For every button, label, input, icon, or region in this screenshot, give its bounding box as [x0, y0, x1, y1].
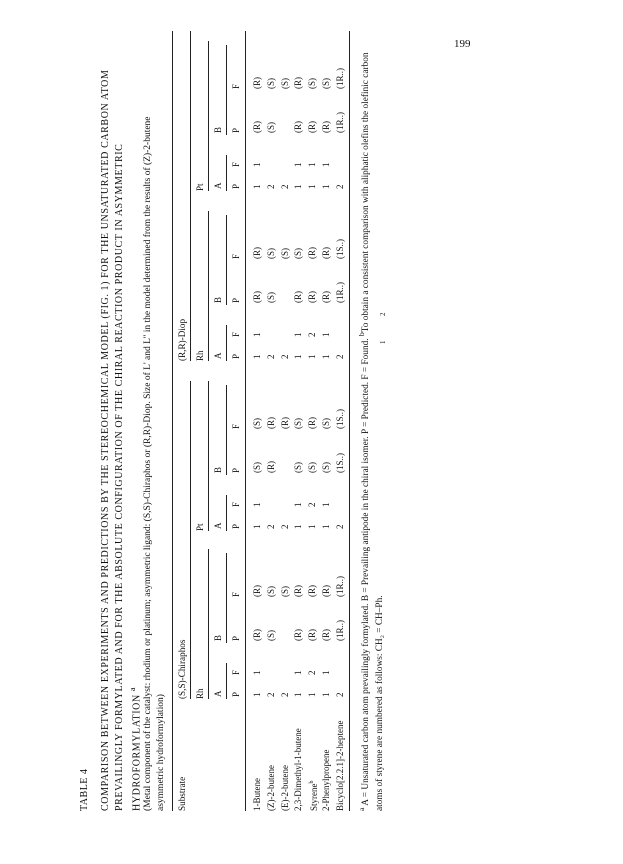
table-cell: (R) — [252, 121, 262, 133]
column-a-header: A — [213, 522, 223, 529]
table-cell: (S) — [293, 248, 304, 259]
table-cell: 2 — [265, 692, 276, 697]
footnote-a-text: A = Unsaturated carbon atom prevailingly formylated. B = Prevailing antipode in the chiral isomer. P = Predicted. F = Found. — [361, 338, 372, 806]
found-header: F — [231, 669, 241, 675]
table-label: TABLE 4 — [79, 768, 90, 811]
table-cell: 2 — [334, 692, 345, 697]
page-number: 199 — [454, 38, 471, 50]
table-cell: (R) — [307, 417, 318, 429]
found-header: F — [231, 253, 241, 259]
table-cell: 2 — [265, 184, 276, 189]
substrate-label: (Z)-2-butene — [265, 765, 276, 811]
table-cell: (S) — [279, 78, 290, 89]
predicted-header: P — [231, 353, 241, 359]
table-cell: 2 — [265, 354, 276, 359]
rotated-table-page — [75, 31, 545, 811]
table-cell: 1 — [307, 692, 318, 697]
table-cell: (R) — [321, 247, 331, 259]
table-cell: (1S..) — [334, 453, 345, 473]
table-cell: 1 — [252, 354, 262, 359]
diop-rule — [190, 31, 191, 361]
a-rule — [226, 155, 227, 191]
found-header: F — [231, 161, 241, 167]
table-cell: (S) — [307, 78, 318, 89]
table-cell: 1 — [252, 184, 262, 189]
table-cell: 1 — [293, 162, 304, 167]
header-bottom-rule — [245, 31, 246, 811]
table-cell: 1 — [252, 502, 262, 507]
chiraphos-rule — [190, 381, 191, 699]
table-cell: 2 — [279, 184, 290, 189]
table-cell: (1R..) — [334, 282, 345, 303]
table-cell: 1 — [252, 162, 262, 167]
table-cell: 1 — [293, 670, 304, 675]
column-b-header: B — [213, 126, 223, 133]
table-cell: (S) — [321, 462, 331, 473]
table-cell: (R) — [307, 247, 318, 259]
column-b-header: B — [213, 634, 223, 641]
table-cell: 1 — [307, 524, 318, 529]
footnote-b-mark: b — [357, 332, 366, 337]
predicted-header: P — [231, 523, 241, 529]
table-cell: 1 — [293, 692, 304, 697]
table-cell: (R) — [307, 291, 318, 303]
table-cell: (S) — [279, 586, 290, 597]
table-cell: (S) — [265, 122, 276, 133]
table-cell: (S) — [321, 78, 331, 89]
table-cell: (R) — [307, 585, 318, 597]
table-cell: (R) — [321, 121, 331, 133]
table-cell: (R) — [321, 629, 331, 641]
found-header: F — [231, 591, 241, 597]
predicted-header: P — [231, 691, 241, 697]
substrate-label: 2-Phenylpropene — [321, 749, 331, 811]
b-rule — [226, 45, 227, 135]
column-a-header: A — [213, 352, 223, 359]
table-cell: (R) — [293, 291, 304, 303]
table-cell: (R) — [252, 77, 262, 89]
table-note: (Metal component of the catalyst: rhodium or platinum; asymmetric ligand: (S,S)-Chiraphos or (R,R)-Diop. Size of L' and L'' in the model determined from the results of (Z)-2-butene asymmetric hydroformylation) — [143, 116, 166, 811]
metal-rule — [208, 381, 209, 531]
table-cell: 2 — [279, 692, 290, 697]
table-cell: 1 — [321, 692, 331, 697]
table-cell: (S) — [321, 418, 331, 429]
table-cell: (R) — [307, 121, 318, 133]
table-cell: 2 — [279, 354, 290, 359]
footnote-b-text: To obtain a consistent comparison with aliphatic olefins the olefinic carbon atoms of styrene are numbered as follows: CH₂ = CH–Ph. — [361, 52, 386, 811]
table-cell: (R) — [321, 291, 331, 303]
table-cell: 1 — [321, 502, 331, 507]
found-header: F — [231, 331, 241, 337]
found-header: F — [231, 83, 241, 89]
table-cell: (S) — [265, 630, 276, 641]
metal-header-pt: Pt — [195, 523, 205, 531]
table-cell: (R) — [252, 585, 262, 597]
substrate-header: Substrate — [177, 776, 187, 811]
table-cell: (1R..) — [334, 620, 345, 641]
table-cell: (R) — [252, 291, 262, 303]
b-rule — [226, 385, 227, 475]
table-cell: (R) — [321, 585, 331, 597]
column-b-header: B — [213, 296, 223, 303]
table-cell: (S) — [252, 462, 262, 473]
table-cell: (S) — [252, 418, 262, 429]
table-cell: 1 — [252, 670, 262, 675]
table-cell: (1R..) — [334, 576, 345, 597]
table-cell: 1 — [293, 184, 304, 189]
table-cell: 1 — [321, 162, 331, 167]
table-cell: (R) — [307, 629, 318, 641]
table-cell: 1 — [293, 354, 304, 359]
substrate-label: Bicyclo[2.2.1]-2-heptene — [334, 720, 345, 811]
table-cell: (R) — [293, 629, 304, 641]
table-cell: (R) — [293, 77, 304, 89]
table-cell: 2 — [279, 524, 290, 529]
table-cell: 1 — [252, 692, 262, 697]
footnote-a-mark: a — [357, 807, 366, 811]
predicted-header: P — [231, 183, 241, 189]
predicted-header: P — [231, 467, 241, 473]
caption-text: COMPARISON BETWEEN EXPERIMENTS AND PREDICTIONS BY THE STEREOCHEMICAL MODEL (FIG. 1) FOR THE UNSATURATED CARBON ATOM PREVAILINGLY FORMYLATED AND FOR THE ABSOLUTE CONFIGURATION OF THE CHIRAL REACTION PRODUCT IN ASYMMETRIC HYDROFORMYLATION — [100, 69, 143, 811]
b-rule — [226, 553, 227, 643]
table-cell: (S) — [293, 418, 304, 429]
metal-header-pt: Pt — [195, 183, 205, 191]
found-header: F — [231, 501, 241, 507]
metal-rule — [208, 549, 209, 699]
table-cell: (1S..) — [334, 409, 345, 429]
table-cell: (1S..) — [334, 239, 345, 259]
substrate-label: (E)-2-butene — [279, 765, 290, 811]
column-a-header: A — [213, 182, 223, 189]
table-cell: 1 — [321, 524, 331, 529]
metal-header-rh: Rh — [195, 688, 205, 699]
table-cell: 1 — [293, 524, 304, 529]
table-cell: 2 — [307, 502, 318, 507]
table-cell: 1 — [293, 332, 304, 337]
table-cell: (S) — [265, 292, 276, 303]
a-rule — [226, 495, 227, 531]
metal-header-rh: Rh — [195, 350, 205, 361]
table-cell: 2 — [307, 670, 318, 675]
table-cell: 1 — [321, 332, 331, 337]
metal-rule — [208, 211, 209, 361]
table-cell: 1 — [321, 184, 331, 189]
table-cell: (S) — [307, 462, 318, 473]
a-rule — [226, 325, 227, 361]
footnote-number-two: 2 — [379, 312, 387, 316]
table-cell: 1 — [252, 524, 262, 529]
table-cell: (R) — [265, 417, 276, 429]
table-cell: (R) — [293, 121, 304, 133]
column-b-header: B — [213, 466, 223, 473]
table-cell: (R) — [293, 585, 304, 597]
footnote-number-one: 1 — [379, 340, 387, 344]
table-cell: 1 — [252, 332, 262, 337]
predicted-header: P — [231, 297, 241, 303]
table-cell: (S) — [293, 462, 304, 473]
found-header: F — [231, 423, 241, 429]
table-cell: (S) — [265, 78, 276, 89]
top-rule — [172, 31, 173, 811]
table-cell: 2 — [265, 524, 276, 529]
table-cell: (S) — [279, 248, 290, 259]
table-cell: 1 — [321, 354, 331, 359]
table-cell: (1R..) — [334, 68, 345, 89]
table-cell: (R) — [265, 461, 276, 473]
predicted-header: P — [231, 127, 241, 133]
table-cell: (R) — [279, 417, 290, 429]
table-caption — [99, 56, 144, 811]
ligand-chiraphos-header: (S,S)-Chiraphos — [177, 639, 187, 699]
table-cell: 1 — [321, 670, 331, 675]
predicted-header: P — [231, 635, 241, 641]
table-cell: 2 — [334, 524, 345, 529]
metal-rule — [208, 41, 209, 191]
table-cell: (S) — [265, 586, 276, 597]
column-a-header: A — [213, 690, 223, 697]
table-cell: 1 — [307, 162, 318, 167]
table-cell: 2 — [307, 332, 318, 337]
caption-footnote-mark: a — [128, 686, 137, 692]
table-cell: 1 — [307, 184, 318, 189]
substrate-label: Styrene$^b$ — [309, 780, 320, 811]
table-cell: 2 — [334, 354, 345, 359]
table-cell: 2 — [334, 184, 345, 189]
substrate-label: 2,3-Dimethyl-1-butene — [293, 728, 304, 811]
substrate-footnote-mark: b — [309, 780, 316, 784]
substrate-label: 1-Butene — [252, 778, 262, 811]
b-rule — [226, 215, 227, 305]
body-bottom-rule — [349, 31, 350, 811]
table-cell: (S) — [265, 248, 276, 259]
table-cell: (1R..) — [334, 112, 345, 133]
table-cell: (R) — [252, 247, 262, 259]
ligand-diop-header: (R,R)-Diop — [177, 318, 187, 361]
table-cell: 1 — [293, 502, 304, 507]
a-rule — [226, 663, 227, 699]
table-cell: 1 — [307, 354, 318, 359]
footnote-a — [355, 51, 387, 811]
table-cell: (R) — [252, 629, 262, 641]
